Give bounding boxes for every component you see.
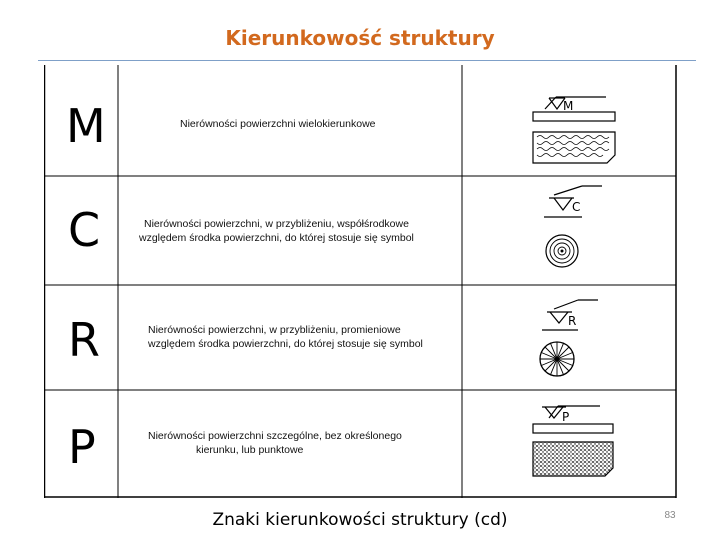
row-description-line: Nierówności powierzchni, w przybliżeniu, współśrodkowe xyxy=(144,218,409,230)
symbol-letter: M xyxy=(563,99,574,113)
slide-caption: Znaki kierunkowości struktury (cd) xyxy=(212,510,508,530)
concentric-circles-icon xyxy=(546,235,578,267)
symbol-letter: P xyxy=(562,410,570,424)
multidirectional-pattern-icon xyxy=(533,132,615,163)
row-description-line: względem środka powierzchni, do której stosuje się symbol xyxy=(139,232,414,244)
row-letter: C xyxy=(68,203,101,257)
surface-block xyxy=(533,424,613,433)
table-row-r xyxy=(68,300,598,376)
row-description-line: kierunku, lub punktowe xyxy=(196,444,304,456)
table-row-m xyxy=(66,97,615,163)
table-row-p xyxy=(68,406,613,476)
row-description-line: Nierówności powierzchni wielokierunkowe xyxy=(180,118,376,130)
row-letter: M xyxy=(66,99,106,153)
page-number: 83 xyxy=(664,510,676,521)
table-row-c xyxy=(68,186,602,267)
title-divider xyxy=(38,60,696,61)
row-letter: R xyxy=(68,313,100,367)
particulate-pattern-icon xyxy=(533,442,613,476)
symbol-letter: R xyxy=(568,314,577,328)
radial-lines-icon xyxy=(540,342,574,376)
row-description-line: Nierówności powierzchni szczególne, bez określonego xyxy=(148,430,402,442)
row-description-line: Nierówności powierzchni, w przybliżeniu, promieniowe xyxy=(148,324,401,336)
direction-symbols-table xyxy=(44,65,678,498)
row-description-line: względem środka powierzchni, do której stosuje się symbol xyxy=(148,338,423,350)
symbol-letter: C xyxy=(572,200,581,214)
slide-title: Kierunkowość struktury xyxy=(225,26,495,50)
surface-texture-symbol xyxy=(545,97,606,109)
surface-block xyxy=(533,112,615,121)
row-letter: P xyxy=(68,420,96,474)
surface-texture-symbol xyxy=(542,406,600,418)
